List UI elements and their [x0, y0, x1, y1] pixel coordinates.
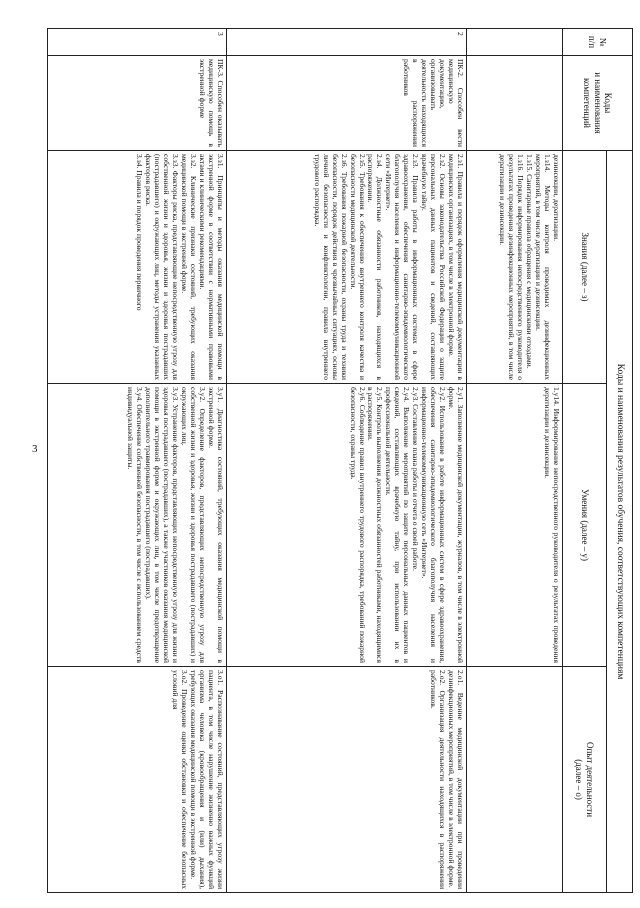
table-row [467, 29, 563, 893]
header-knowledge: Знания (далее – з) [563, 151, 607, 384]
row-experience [467, 667, 563, 893]
row-skills: 3.у1. Диагностика состояний, требующих оказания медицинской помощи в экстренной форме. 3.у2. Определение факторов, представляющих непосредственную угрозу для собственной жизни и здоровья, жизни и здоровья пострадавшего (пострадавших) и окружающих лиц. 3.у3. Устранение факторов, представляющих непосредственную угрозу для жизни и здоровья пострадавшего (пострадавших), а также участников оказания медицинской помощи в экстренной форме и окружающих лиц, в том числе предотвращение дополнительного травмирования пострадавшего (пострадавших). 3.у4. Обеспечение собственной безопасности, в том числе с использованием средств индивидуальной защиты. [48, 384, 227, 667]
row-num [467, 29, 563, 56]
row-code: ПК-2. Способен вести медицинскую документацию, организовывать деятельность находящихся в распоряжении работников [227, 56, 467, 151]
row-code: ПК-3. Способен оказывать медицинскую помощь в экстренной форме [48, 56, 227, 151]
page-number: 3 [32, 443, 38, 455]
row-experience: 2.о1. Ведение медицинской документации при проведении дезинфекционных мероприятий, в том числе в электронной форме. 2.о2. Организация деятельности находящихся в распоряжении работников. [227, 667, 467, 893]
header-num: № п/п [563, 29, 633, 56]
competency-table [47, 28, 633, 893]
header-results-group: Коды и наименования результатов обучения, соответствующих компетенциям [607, 151, 633, 893]
row-num: 3 [48, 29, 227, 56]
row-num: 2 [227, 29, 467, 56]
row-knowledge: 3.з1. Принципы и методы оказания медицинской помощи в экстренной форме в соответствии с нормативными правовыми актами и клиническими рекомендациями. 3.з2. Клинические признаки состояний, требующих оказания медицинской помощи в экстренной форме. 3.з3. Факторы риска, представляющие непосредственную угрозу для собственной жизни и здоровья, жизни и здоровья пострадавших (пострадавшего) и окружающих лиц, методы устранения указанных факторов риска. 3.з4. Правила и порядок проведения первичного [48, 151, 227, 384]
table-row [227, 29, 467, 893]
row-knowledge: дезинсекции, дератизации. 1.з14. Методы контроля проводимых дезинфекционных мероприятий, в том числе дератизации и дезинсекции. 1.з15. Санитарные правила обращения с медицинскими отходами. 1.з16. Порядок информирования непосредственного руководителя о результатах проведения дезинфекционных мероприятий, в том числе дератизации и дезинсекции. [467, 151, 563, 384]
row-skills: 2.у1. Заполнение медицинской документации, журналов, в том числе в электронной форме. 2.у2. Использование в работе информационных систем в сфере здравоохранения, обеспечения санитарно-эпидемиологического благополучия населения и информационно-телекоммуникационную сеть «Интернет». 2.у3. Составление плана работы и отчета о своей работе. 2.у4. Выполнение мероприятий по защите персональных данных пациентов и сведений, составляющих врачебную тайну, при использовании их в профессиональной деятельности. 2.у5. Контроль выполнения должностных обязанностей работниками, находящимися в распоряжении. 2.у6. Соблюдение правил внутреннего трудового распорядка, требований пожарной безопасности, охраны труда. [227, 384, 467, 667]
header-code: Коды и наименования компетенций [563, 56, 633, 151]
row-code [467, 56, 563, 151]
row-skills: 1.у14. Информирование непосредственного руководителя о результатах проведения дератизации и дезинсекции. [467, 384, 563, 667]
header-skills: Умения (далее – у) [563, 384, 607, 667]
header-experience: Опыт деятельности (далее – о) [563, 667, 607, 893]
row-experience: 3.о1. Распознавание состояний, представляющих угрозу жизни пациента, в том числе нарушение жизненно важных функций организма человека (кровообращения и (или) дыхания), требующих оказания медицинской помощи в экстренной форме. 3.о2. Проведение оценки обстановки и обеспечение безопасных условий для [48, 667, 227, 893]
rotated-page [47, 28, 633, 892]
table-row [48, 29, 227, 893]
row-knowledge: 2.з1. Правила и порядок оформления медицинской документации в медицинских организациях, в том числе в электронной форме. 2.з2. Основы законодательства Российской Федерации о защите персональных данных пациентов и сведений, составляющих врачебную тайну. 2.з3. Правила работы в информационных системах в сфере здравоохранения, обеспечения санитарно-эпидемиологического благополучия населения и информационно-телекоммуникационной сети «Интернет». 2.з4. Должностные обязанности работников, находящихся в распоряжении. 2.з5. Требования к обеспечению внутреннего контроля качества и безопасности медицинской деятельности. 2.з6. Требования пожарной безопасности, охраны труда и техники безопасности, порядок действия в чрезвычайных ситуациях, основы личной безопасности и конфликтологии, правила внутреннего трудового распорядка. [227, 151, 467, 384]
